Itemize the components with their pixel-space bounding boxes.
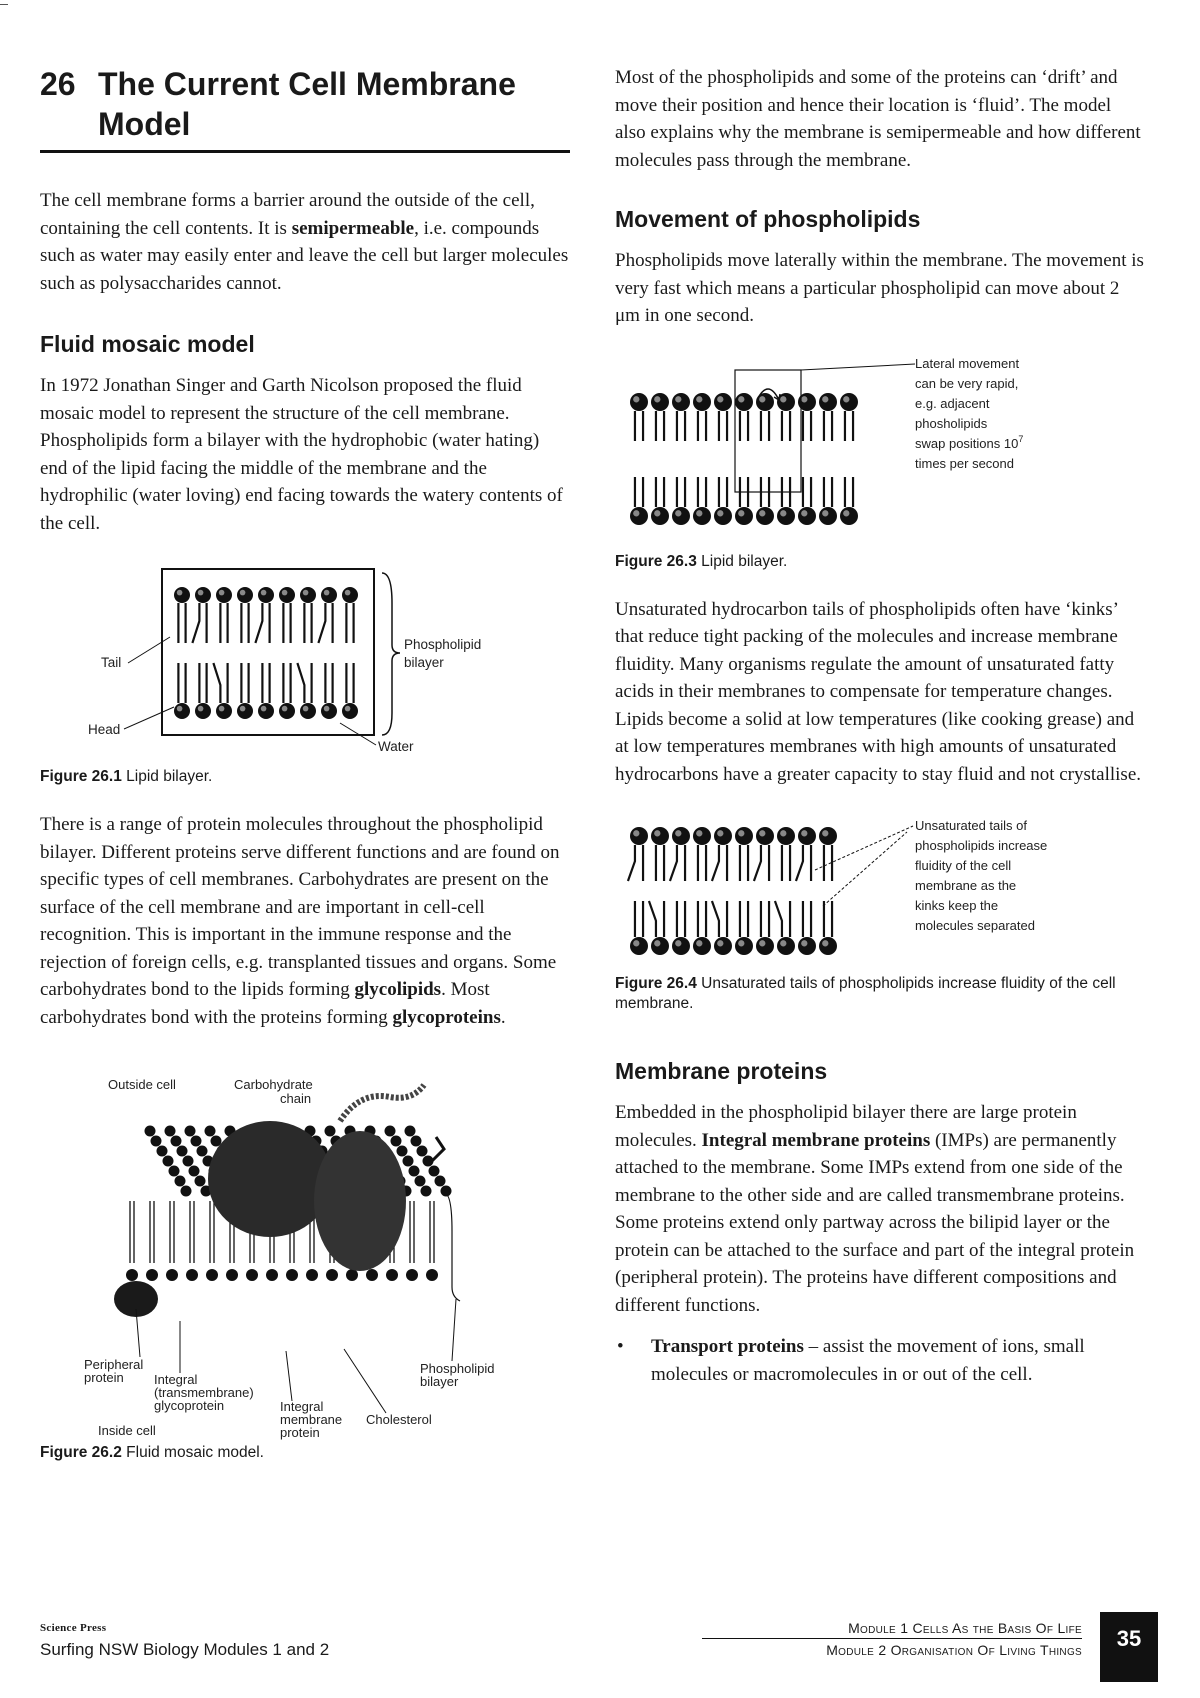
protein-function-list — [615, 1333, 1145, 1388]
phospholipid — [255, 587, 274, 643]
phospholipid — [651, 477, 669, 525]
fig4-label-2: phospholipids increase — [915, 838, 1048, 853]
movement-paragraph: Phospholipids move laterally within the membrane. The movement is very fast which means a particular phospholipid can move about 2 μm in one second. — [615, 250, 1144, 326]
fluid-mosaic-paragraph: In 1972 Jonathan Singer and Garth Nicolson proposed the fluid mosaic model to represent the structure of the cell membrane. Phospholipids form a bilayer with the hydrophobic (water hating) end of the lipid facing the middle of the membrane and the hydrophilic (water loving) end facing towards the watery contents of the cell. — [40, 375, 563, 534]
figure-26-2-caption: Figure 26.2 Fluid mosaic model. — [40, 1444, 264, 1461]
phospholipid — [712, 827, 732, 881]
phospholipid — [670, 827, 690, 881]
phospholipid — [777, 827, 795, 881]
glycolipid — [432, 1137, 444, 1161]
phospholipid — [672, 901, 690, 955]
fig2-phospholipid-label-1: Phospholipid — [420, 1361, 495, 1376]
lipid-head — [165, 1126, 176, 1137]
phospholipid — [840, 393, 858, 441]
phospholipid — [213, 663, 232, 719]
phospholipid — [192, 587, 211, 643]
fig3-label-4: phosholipids — [915, 415, 988, 431]
lipid-head — [415, 1176, 426, 1187]
phospholipid — [300, 587, 316, 643]
fluidity-paragraph: Most of the phospholipids and some of the proteins can ‘drift’ and move their position and hence their location is ‘fluid’. The model also explains why the membrane is semipermeable and how different molecules pass through the membrane. — [615, 67, 1141, 171]
lipid-head — [306, 1269, 318, 1281]
fig3-label-1: Lateral movement — [915, 355, 1020, 371]
fig2-integral-label-2: (transmembrane) — [154, 1385, 254, 1400]
phospholipid — [672, 393, 690, 441]
lipid-head — [391, 1136, 402, 1147]
phospholipid — [651, 827, 669, 881]
phospholipid — [318, 587, 337, 643]
lipid-head — [406, 1269, 418, 1281]
phospholipid — [693, 901, 711, 955]
fig3-label-5: swap positions $10^7$ — [915, 433, 1024, 451]
fig3-label-3: e.g. adjacent — [915, 395, 990, 411]
figure-26-4-caption: Figure 26.4 Unsaturated tails of phospholipids increase fluidity of the cell membrane. — [615, 975, 1116, 1012]
phospholipid — [693, 827, 711, 881]
list-item: • Transport proteins – assist the movement of ions, small molecules or macromolecules in or out of the cell. — [651, 1333, 1145, 1388]
phospholipid — [819, 827, 837, 881]
lipid-head — [409, 1166, 420, 1177]
phospholipid — [819, 393, 837, 441]
phospholipid — [237, 587, 253, 643]
membrane-proteins-paragraph: Embedded in the phospholipid bilayer there are large protein molecules. Integral membrane proteins (IMPs) are permanently attached to the membrane. Some IMPs extend from one side of the membrane to the other side and are called transmembrane proteins. Some proteins extend only partway across the bilipid layer or the protein can be attached to the surface and part of the integral protein (peripheral protein). The proteins have different compositions and different functions. — [615, 1102, 1135, 1316]
lipid-head — [226, 1269, 238, 1281]
fig4-label-3: fluidity of the cell — [915, 858, 1012, 873]
fig2-integral-label-3: glycoprotein — [154, 1398, 225, 1413]
fig1-bilayer-label-1: Phospholipid — [404, 637, 482, 652]
lipid-head — [169, 1166, 180, 1177]
title-rule — [40, 150, 570, 153]
fig2-carbo-label-2: chain — [280, 1091, 312, 1106]
unsaturated-paragraph: Unsaturated hydrocarbon tails of phospholipids often have ‘kinks’ that reduce tight packing of the molecules and increase membrane fluidity. Many organisms regulate the amount of unsaturated fatty acids in their membranes to compensate for temperature changes. Lipids become a solid at low temperatures (like cooking grease) and at low temperatures membranes with high amounts of unsaturated hydrocarbons have a greater capacity to stay fluid and not crystallise. — [615, 598, 1141, 785]
lipid-head — [191, 1136, 202, 1147]
phospholipid — [756, 901, 774, 955]
page-number: 35 — [1100, 1612, 1158, 1682]
membrane-proteins-heading: Membrane proteins — [615, 1058, 828, 1084]
lipid-head — [405, 1126, 416, 1137]
phospholipid — [798, 901, 816, 955]
phospholipid — [216, 587, 232, 643]
footer-left — [40, 1622, 329, 1660]
phospholipid — [775, 901, 795, 955]
lipid-head — [177, 1146, 188, 1157]
chapter-title — [40, 64, 570, 144]
phospholipid — [321, 663, 337, 719]
lipid-head — [195, 1176, 206, 1187]
lipid-head — [326, 1269, 338, 1281]
lipid-head — [163, 1156, 174, 1167]
phospholipid — [342, 587, 358, 643]
lipid-head — [206, 1269, 218, 1281]
fig1-water-label: Water — [378, 739, 414, 754]
publisher-name: Science Press — [40, 1622, 107, 1634]
lipid-head — [385, 1126, 396, 1137]
phospholipid — [735, 477, 753, 525]
phospholipid — [651, 393, 669, 441]
fig2-outside-label: Outside cell — [108, 1077, 176, 1092]
lipid-head — [145, 1126, 156, 1137]
phospholipid — [735, 827, 753, 881]
phospholipid — [237, 663, 253, 719]
fig2-peripheral-label-2: protein — [84, 1370, 124, 1385]
footer-rule — [702, 1638, 1082, 1639]
lipid-head — [435, 1176, 446, 1187]
lipid-head — [189, 1166, 200, 1177]
phospholipid — [756, 477, 774, 525]
phospholipid — [735, 393, 753, 441]
intro-paragraph: The cell membrane forms a barrier around the outside of the cell, containing the cell contents. It is semipermeable, i.e. compounds such as water may easily enter and leave the cell but larger molecules such as polysaccharides cannot. — [40, 190, 569, 294]
fig3-label-6: times per second — [915, 455, 1014, 471]
fig4-label-4: membrane as the — [915, 878, 1017, 893]
chapter-title-text: The Current Cell Membrane Model — [98, 66, 516, 142]
phospholipid — [714, 393, 732, 441]
lipid-head — [205, 1126, 216, 1137]
fig2-inside-label: Inside cell — [98, 1423, 156, 1438]
phospholipid — [628, 827, 648, 881]
phospholipid — [174, 663, 190, 719]
fig2-imp-label-1: Integral — [280, 1399, 324, 1414]
lipid-head — [126, 1269, 138, 1281]
lipid-head — [366, 1269, 378, 1281]
phospholipid — [796, 827, 816, 881]
lipid-head — [411, 1136, 422, 1147]
lipid-head — [171, 1136, 182, 1147]
lipid-head — [151, 1136, 162, 1147]
lipid-head — [197, 1146, 208, 1157]
chapter-number: 26 — [40, 66, 76, 102]
phospholipid — [258, 663, 274, 719]
lipid-head — [157, 1146, 168, 1157]
phospholipid — [840, 477, 858, 525]
phospholipid — [714, 477, 732, 525]
fig2-phospholipid-label-2: bilayer — [420, 1374, 459, 1389]
phospholipid — [777, 393, 795, 441]
footer-right — [702, 1620, 1082, 1658]
left-column — [40, 64, 570, 1463]
lipid-head — [211, 1136, 222, 1147]
lipid-head — [286, 1269, 298, 1281]
lipid-head — [325, 1126, 336, 1137]
phospholipid — [630, 901, 648, 955]
phospholipid — [649, 901, 669, 955]
phospholipid — [279, 587, 295, 643]
phospholipid — [630, 477, 648, 525]
fig1-bilayer-label-2: bilayer — [404, 655, 444, 670]
scan-mark — [0, 4, 8, 5]
figure-26-1-caption: Figure 26.1 Lipid bilayer. — [40, 768, 213, 785]
figure-26-4 — [615, 818, 1145, 968]
proteins-carbohydrates-paragraph: There is a range of protein molecules throughout the phospholipid bilayer. Different proteins serve different functions and are found on specific types of cell membranes. Carbohydrates are present on the surface of the cell membrane and are important in cell-cell recognition. This is important in the immune response and the rejection of foreign cells, e.g. transplanted tissues and organs. Some carbohydrates bond to the lipids forming glycolipids. Most carbohydrates bond with the proteins forming glycoproteins. — [40, 814, 560, 1028]
right-column — [615, 64, 1145, 1388]
phospholipid — [279, 663, 295, 719]
lipid-head — [429, 1166, 440, 1177]
lipid-head — [175, 1176, 186, 1187]
movement-heading: Movement of phospholipids — [615, 206, 921, 232]
module-1-label: Module 1 Cells As the Basis Of Life — [848, 1620, 1082, 1636]
fig2-imp-label-3: protein — [280, 1425, 320, 1440]
lipid-head — [186, 1269, 198, 1281]
carbohydrate-chain — [340, 1085, 424, 1121]
fig4-label-5: kinks keep the — [915, 898, 999, 913]
phospholipid — [342, 663, 358, 719]
fig1-head-label: Head — [88, 722, 121, 737]
transmembrane-protein — [314, 1131, 406, 1271]
lipid-head — [146, 1269, 158, 1281]
fig2-peripheral-label-1: Peripheral — [84, 1357, 144, 1372]
lipid-head — [246, 1269, 258, 1281]
phospholipid — [630, 393, 648, 441]
book-title: Surfing NSW Biology Modules 1 and 2 — [40, 1640, 330, 1659]
phospholipid — [693, 477, 711, 525]
figure-26-2 — [40, 1051, 570, 1441]
lipid-head — [421, 1186, 432, 1197]
figure-26-1 — [40, 563, 570, 763]
lipid-head — [426, 1269, 438, 1281]
phospholipid — [174, 587, 190, 643]
fig1-tail-label: Tail — [101, 655, 122, 670]
phospholipid — [297, 663, 316, 719]
figure-26-3-caption: Figure 26.3 Lipid bilayer. — [615, 552, 788, 570]
phospholipid — [754, 827, 774, 881]
lipid-head — [441, 1186, 452, 1197]
lipid-head — [181, 1186, 192, 1197]
lipid-head — [423, 1156, 434, 1167]
fig2-carbo-label-1: Carbohydrate — [234, 1077, 313, 1092]
lipid-head — [346, 1269, 358, 1281]
fig3-label-2: can be very rapid, — [915, 375, 1019, 391]
module-2-label: Module 2 Organisation Of Living Things — [826, 1642, 1082, 1658]
lipid-head — [166, 1269, 178, 1281]
phospholipid — [672, 477, 690, 525]
lipid-head — [403, 1156, 414, 1167]
fig2-integral-label-1: Integral — [154, 1372, 198, 1387]
phospholipid — [195, 663, 211, 719]
phospholipid — [819, 901, 837, 955]
figure-26-3 — [615, 356, 1145, 546]
fluid-mosaic-heading: Fluid mosaic model — [40, 331, 255, 357]
fig2-imp-label-2: membrane — [280, 1412, 343, 1427]
phospholipid — [735, 901, 753, 955]
fig4-label-1: Unsaturated tails of — [915, 818, 1028, 833]
phospholipid — [693, 393, 711, 441]
phospholipid — [819, 477, 837, 525]
lipid-head — [183, 1156, 194, 1167]
phospholipid — [777, 477, 795, 525]
lipid-head — [397, 1146, 408, 1157]
fig4-label-6: molecules separated — [915, 918, 1035, 933]
lipid-head — [266, 1269, 278, 1281]
fig2-cholesterol-label: Cholesterol — [366, 1412, 432, 1427]
lipid-head — [185, 1126, 196, 1137]
phospholipid — [756, 393, 774, 441]
lipid-head — [417, 1146, 428, 1157]
integral-protein — [208, 1121, 332, 1237]
lipid-head — [386, 1269, 398, 1281]
phospholipid — [712, 901, 732, 955]
